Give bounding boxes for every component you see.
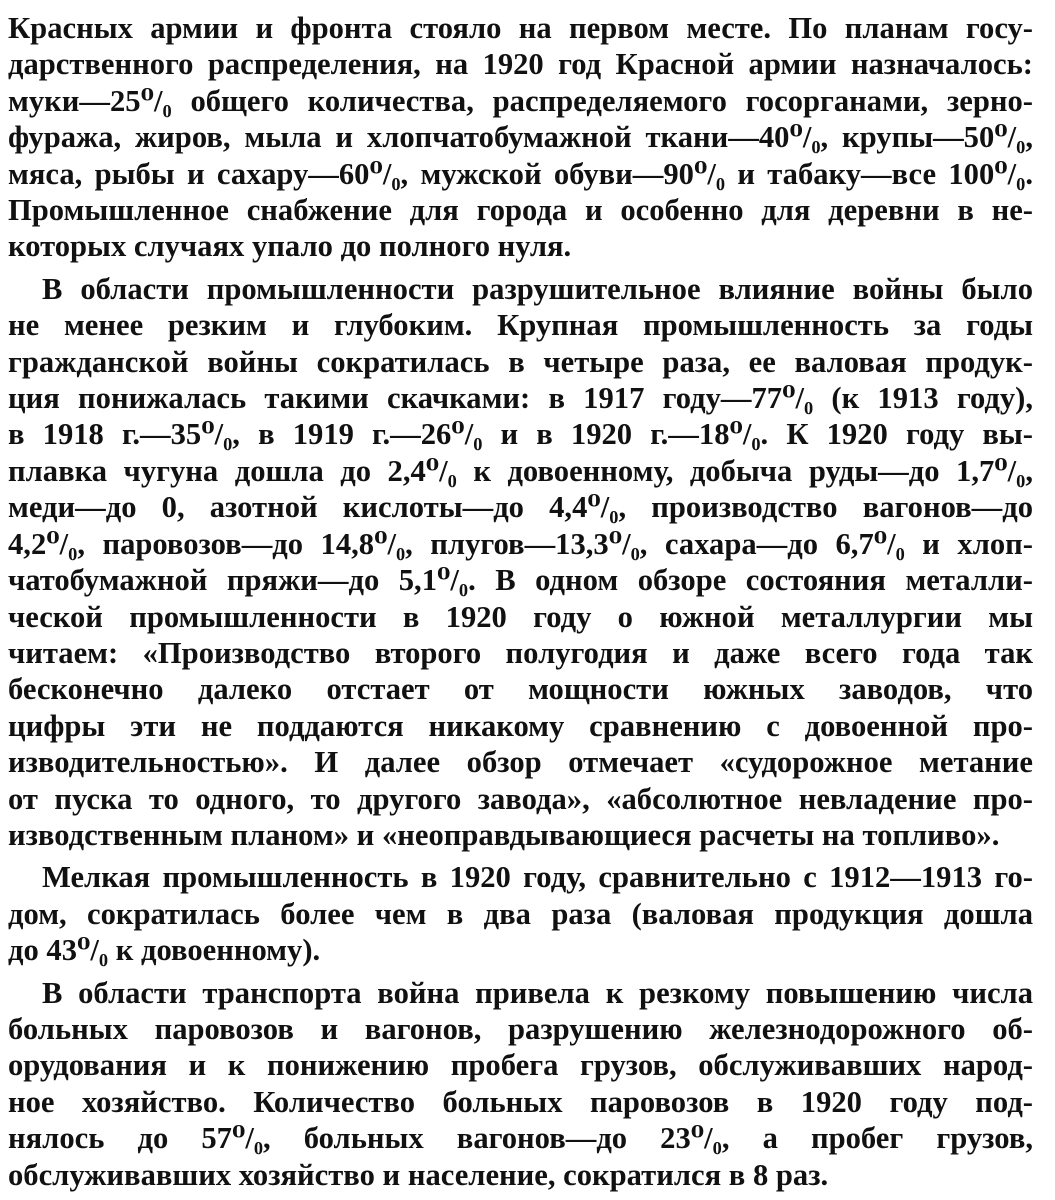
text-line: ция понижалась такими скачками: в 1917 году—77⁰/₀ (к 1913 году),	[8, 381, 1033, 416]
text-body	[8, 10, 1033, 1193]
paragraph-4	[8, 975, 1033, 1193]
text-line: от пуска то одного, то другого завода», «абсолютное невладение про-	[8, 781, 1033, 816]
text-line: меди—до 0, азотной кислоты—до 4,4⁰/₀, производство вагонов—до	[8, 490, 1033, 525]
text-line: обслуживавших хозяйство и население, сократился в 8 раз.	[8, 1157, 829, 1192]
text-line: не менее резким и глубоким. Крупная промышленность за годы	[8, 308, 1033, 343]
text-line: читаем: «Производство второго полугодия и даже всего года так	[8, 635, 1033, 670]
text-line: В области промышленности разрушительное влияние войны было	[42, 271, 1033, 306]
text-line: В области транспорта война привела к резкому повышению числа	[42, 975, 1033, 1010]
text-line: до 43⁰/₀ к довоенному).	[8, 933, 321, 968]
text-line: мяса, рыбы и сахару—60⁰/₀, мужской обуви—90⁰/₀ и табаку—все 100⁰/₀.	[8, 156, 1033, 191]
paragraph-3	[8, 859, 1033, 968]
text-line: в 1918 г.—35⁰/₀, в 1919 г.—26⁰/₀ и в 1920 г.—18⁰/₀. К 1920 году вы-	[8, 417, 1033, 452]
text-line: фуража, жиров, мыла и хлопчатобумажной ткани—40⁰/₀, крупы—50⁰/₀,	[8, 120, 1033, 155]
text-line: Мелкая промышленность в 1920 году, сравнительно с 1912—1913 го-	[42, 860, 1033, 895]
text-line: дом, сократилась более чем в два раза (валовая продукция дошла	[8, 896, 1033, 931]
paragraph-1	[8, 10, 1033, 265]
text-line: дарственного распределения, на 1920 год Красной армии назначалось:	[8, 47, 1033, 82]
text-line: цифры эти не поддаются никакому сравнению с довоенной про-	[8, 708, 1033, 743]
text-line: чатобумажной пряжи—до 5,1⁰/₀. В одном обзоре состояния металли-	[8, 563, 1033, 598]
text-line: гражданской войны сократилась в четыре раза, ее валовая продук-	[8, 344, 1033, 379]
text-line: нялось до 57⁰/₀, больных вагонов—до 23⁰/₀, а пробег грузов,	[8, 1121, 1033, 1156]
text-line: плавка чугуна дошла до 2,4⁰/₀ к довоенному, добыча руды—до 1,7⁰/₀,	[8, 453, 1033, 488]
text-line: Промышленное снабжение для города и особенно для деревни в не-	[8, 193, 1033, 228]
text-line: Красных армии и фронта стояло на первом месте. По планам госу-	[8, 11, 1033, 45]
text-line: больных паровозов и вагонов, разрушению железнодорожного об-	[8, 1011, 1033, 1046]
text-line: которых случаях упало до полного нуля.	[8, 229, 572, 264]
text-line: изводительностью». И далее обзор отмечает «судорожное метание	[8, 745, 1033, 780]
text-line: муки—25⁰/₀ общего количества, распределяемого госорганами, зерно-	[8, 83, 1033, 118]
paragraph-2	[8, 271, 1033, 854]
text-line: ческой промышленности в 1920 году о южной металлургии мы	[8, 599, 1033, 634]
text-line: бесконечно далеко отстает от мощности южных заводов, что	[8, 672, 1033, 707]
text-line: 4,2⁰/₀, паровозов—до 14,8⁰/₀, плугов—13,3⁰/₀, сахара—до 6,7⁰/₀ и хлоп-	[8, 526, 1033, 561]
text-line: орудования и к понижению пробега грузов, обслуживавших народ-	[8, 1048, 1033, 1083]
text-line: ное хозяйство. Количество больных паровозов в 1920 году под-	[8, 1084, 1033, 1119]
text-line: изводственным планом» и «неоправдывающиеся расчеты на топливо».	[8, 817, 1000, 852]
